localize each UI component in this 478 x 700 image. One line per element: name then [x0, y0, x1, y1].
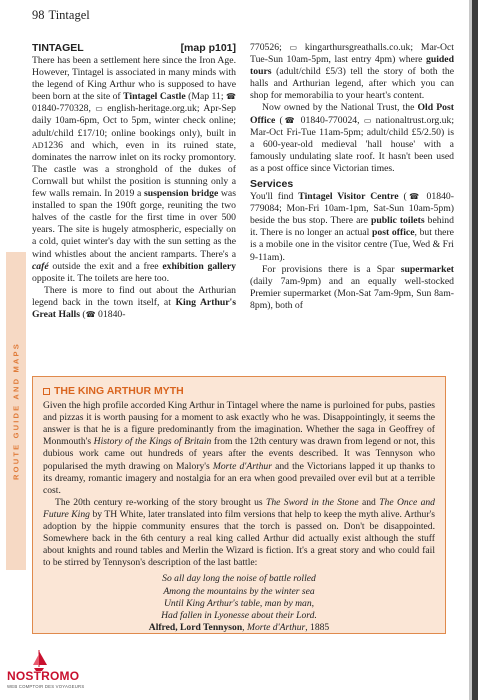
poem-line: Until King Arthur's table, man by man,: [163, 597, 315, 609]
poem: [43, 573, 435, 621]
page-edge-dark: [472, 0, 478, 700]
paragraph: Now owned by the National Trust, the Old Post Office (☎ 01840-770024, ▭ nationaltrust.org.uk; Mar-Oct Fri-Tue 11am-5pm; adult/child £5/2.50) is a 600-year-old medieval 'hall house' with a famously undulating slate roof. It hasn't been used as a post office since Victorian times.: [250, 102, 455, 174]
paragraph: Given the high profile accorded King Arthur in Tintagel where the name is purloined for pubs, pasties and pizzas it is worth pausing for a moment to ask exactly who he was. Disappointingly, it seems the answer is that he is a figure predominantly from the imagination. Whether the saga in Geoffrey of Monmouth's History of the Kings of Britain from the 12th century was drawn from legend or not, this dubious work came out hundreds of years after the events described. It was Tennyson who popularised the myth drawing on Malory's Morte d'Arthur and the Victorians lapped it up thanks to its dreamy, romantic imagery and nostalgia for an era when good prevailed over evil but at a terrible cost.: [43, 400, 435, 496]
place-name: Tintagel Visitor Centre: [298, 191, 399, 203]
place-name: Tintagel Castle: [123, 91, 186, 103]
place-name: suspension bridge: [143, 188, 219, 200]
computer-icon: ▭: [95, 104, 103, 114]
section-title-row: [32, 42, 236, 55]
place-name: supermarket: [400, 263, 454, 275]
services-heading: Services: [250, 178, 294, 191]
king-arthur-myth-box: [32, 376, 446, 634]
square-icon: [43, 388, 50, 395]
phone-icon: ☎: [85, 309, 96, 319]
poem-line: Among the mountains by the winter sea: [163, 585, 315, 597]
phone-icon: ☎: [406, 192, 422, 202]
place-name: café: [32, 260, 49, 272]
paragraph: For provisions there is a Spar supermarket (daily 7am-9pm) and an equally well-stocked Premier supermarket (Mon-Sat 7am-9pm, Sun 8am-8pm), both of: [250, 263, 454, 311]
poem-line: Had fallen in Lyonesse about their Lord.: [161, 609, 317, 621]
page-header: [32, 8, 90, 23]
place-name: post office: [372, 227, 415, 239]
computer-icon: ▭: [289, 43, 298, 52]
paragraph: You'll find Tintagel Visitor Centre (☎ 01840-779084; Mon-Fri 10am-1pm, Sat-Sun 10am-5pm) beside the bus stop. There are public toilets behind it. There is no longer an actual post office, but there is a mobile one in the visitor centre (Tue, Wed & Fri 9-11am).: [250, 191, 454, 263]
paragraph: There is more to find out about the Arthurian legend back in the town itself, at King Arthur's Great Halls (☎ 01840-: [32, 284, 236, 320]
side-tab-label: ROUTE GUIDE AND MAPS: [11, 342, 21, 480]
logo-name: NOSTROMO: [7, 669, 80, 683]
box-title: THE KING ARTHUR MYTH: [43, 385, 435, 397]
phone-icon: ☎: [282, 115, 297, 125]
place-name: public toilets: [370, 215, 425, 227]
computer-icon: ▭: [363, 115, 372, 125]
running-title: Tintagel: [48, 8, 90, 22]
nostromo-logo: [4, 646, 85, 696]
right-column: [250, 42, 454, 312]
section-title: TINTAGEL: [32, 42, 84, 54]
place-name: Old Post Office: [250, 102, 454, 126]
paragraph: 770526; ▭ kingarthursgreathalls.co.uk; Mar-Oct Tue-Sun 10am-5pm, last entry 4pm) where guided tours (adult/child £5/3) tell the story of both the halls and Arthurian legend, after which you can shop for memorabilia to your heart's content.: [250, 42, 454, 102]
poem-line: So all day long the noise of battle rolled: [162, 573, 316, 585]
paragraph: There has been a settlement here since the Iron Age. However, Tintagel is associated in many minds with the legend of King Arthur who is supposed to have been born at the site of Tintagel Castle (Map 11; ☎ 01840-770328, ▭ english-heritage.org.uk; Apr-Sep daily 10am-6pm, Oct to 5pm, winter check online; adult/child £17/10; online bookings only), built in AD1236 and which, even in its ruined state, dominates the narrow inlet on its rocky promontory. The castle was a stronghold of the dukes of Cornwall but whilst the position is stunning only a few walls remain. In 2019 a suspension bridge was installed to span the 190ft gorge, reuniting the two halves of the castle for the first time in over 500 years. The site is hugely atmospheric, especially on a cold, quiet winter's day with the sun setting as the wind whistles about the ancient ramparts. There's a café outside the exit and a free exhibition gallery opposite it. The toilets are here too.: [32, 55, 237, 284]
paragraph: The 20th century re-working of the story brought us The Sword in the Stone and The Once and Future King by TH White, later translated into film versions that help to keep the myth alive. Arthur's adoption by the hippie community ensures that the torch is passed on. Don't be disappointed. Somewhere back in the 6th century a real king called Arthur did actually exist although the stuff about knights and round tables and Merlin the Wizard is fiction. It's a great story and who could fail to be stirred by Tennyson's description of the last battle:: [43, 496, 435, 569]
logo-tagline: WEB COMPTOIR DES VOYAGEURS: [7, 684, 85, 689]
map-reference: [map p101]: [180, 42, 236, 54]
place-name: guided tours: [250, 54, 454, 78]
poem-attribution: Alfred, Lord Tennyson, Morte d'Arthur, 1885: [148, 621, 330, 633]
place-name: exhibition gallery: [162, 260, 237, 272]
place-name: King Arthur's Great Halls: [32, 296, 236, 320]
side-tab: [6, 252, 26, 570]
page-number: 98: [32, 8, 45, 22]
left-column: [32, 42, 236, 321]
phone-icon: ☎: [226, 92, 236, 102]
